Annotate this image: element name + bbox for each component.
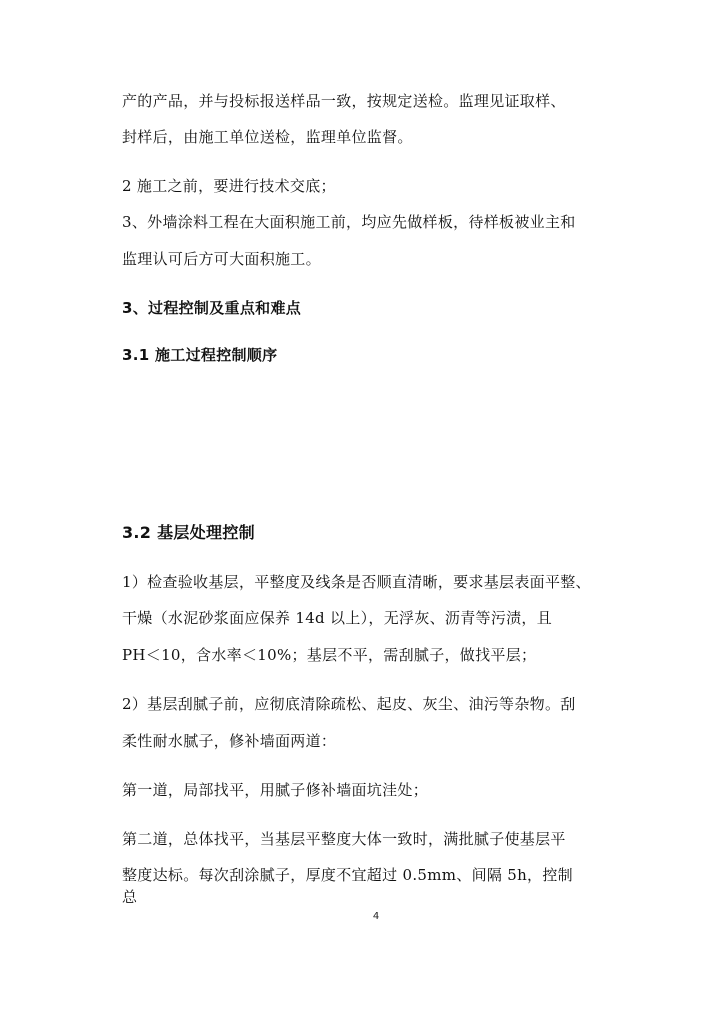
- paragraph-line: 柔性耐水腻子，修补墙面两道：: [122, 732, 337, 750]
- paragraph-line: 产的产品，并与投标报送样品一致，按规定送检。监理见证取样、: [122, 92, 566, 110]
- paragraph-line: 第二道，总体找平，当基层平整度大体一致时，满批腻子使基层平: [122, 830, 566, 848]
- paragraph-line: 2）基层刮腻子前，应彻底清除疏松、起皮、灰尘、油污等杂物。刮: [122, 695, 576, 713]
- subsection-heading: 3.2 基层处理控制: [122, 523, 255, 542]
- subsection-heading: 3.1 施工过程控制顺序: [122, 346, 278, 364]
- paragraph-line: PH＜10，含水率＜10%；基层不平，需刮腻子，做找平层；: [122, 646, 537, 664]
- paragraph-line: 总: [122, 888, 138, 906]
- paragraph-line: 干燥（水泥砂浆面应保养 14d 以上），无浮灰、沥青等污渍，且: [122, 609, 553, 627]
- paragraph-line: 3、外墙涂料工程在大面积施工前，均应先做样板，待样板被业主和: [122, 213, 576, 231]
- page-number: 4: [372, 911, 380, 922]
- paragraph-line: 封样后，由施工单位送检，监理单位监督。: [122, 128, 413, 146]
- paragraph-line: 1）检查验收基层，平整度及线条是否顺直清晰，要求基层表面平整、: [122, 573, 591, 591]
- paragraph-line: 整度达标。每次刮涂腻子，厚度不宜超过 0.5mm、间隔 5h，控制: [122, 866, 573, 884]
- paragraph-line: 监理认可后方可大面积施工。: [122, 250, 321, 268]
- paragraph-line: 2 施工之前，要进行技术交底；: [122, 177, 336, 195]
- paragraph-line: 第一道，局部找平，用腻子修补墙面坑洼处；: [122, 781, 429, 799]
- section-heading: 3、过程控制及重点和难点: [122, 299, 302, 317]
